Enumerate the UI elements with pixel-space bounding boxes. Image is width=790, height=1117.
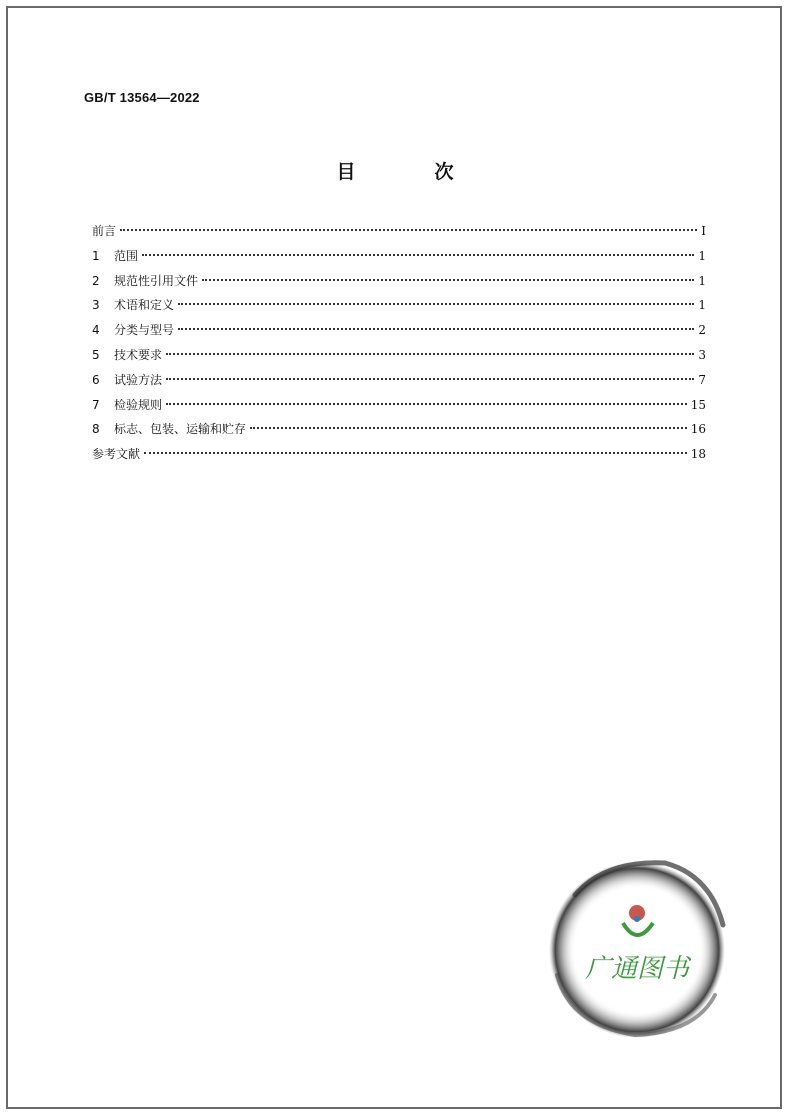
toc-entry-page: 1 <box>698 298 706 313</box>
toc-entry-label: 试验方法 <box>114 372 163 387</box>
leader-dots <box>144 452 687 454</box>
leader-dots <box>166 403 687 405</box>
toc-entry-label: 分类与型号 <box>114 323 175 338</box>
toc-entry-number: 4 <box>92 323 100 338</box>
toc-entry-inspection-rules[interactable] <box>92 396 706 421</box>
leader-dots <box>202 279 694 281</box>
toc-entry-page: 2 <box>698 323 706 338</box>
toc-entry-foreword[interactable] <box>92 222 706 247</box>
toc-entry-marking-packaging[interactable] <box>92 420 706 445</box>
leader-dots <box>178 303 694 305</box>
toc-entry-scope[interactable] <box>92 247 706 272</box>
leader-dots <box>166 353 694 355</box>
toc-entry-normative-references[interactable] <box>92 272 706 297</box>
toc-entry-number: 3 <box>92 298 100 313</box>
toc-entry-page: 3 <box>698 347 706 362</box>
leader-dots <box>120 229 697 231</box>
toc-title: 目 次 <box>336 161 484 183</box>
leader-dots <box>166 378 694 380</box>
toc-entry-label: 规范性引用文件 <box>114 273 199 288</box>
toc-entry-classification[interactable] <box>92 321 706 346</box>
toc-entry-page: 7 <box>698 372 706 387</box>
publisher-seal-logo <box>545 855 730 1040</box>
toc-entry-number: 5 <box>92 347 100 362</box>
ink-brush-ring <box>549 862 725 1038</box>
leader-dots <box>250 427 687 429</box>
toc-entry-number: 6 <box>92 372 100 387</box>
toc-entry-label: 术语和定义 <box>114 298 175 313</box>
toc-entry-terms-definitions[interactable] <box>92 296 706 321</box>
standard-code: GB/T 13564—2022 <box>84 90 200 105</box>
toc-entry-label: 前言 <box>92 224 117 238</box>
toc-entry-page: Ⅰ <box>701 224 706 238</box>
toc-entry-label: 检验规则 <box>114 397 163 412</box>
toc-entry-label: 技术要求 <box>114 347 163 362</box>
toc-entry-label: 范围 <box>114 248 139 263</box>
toc-entry-number: 7 <box>92 397 100 412</box>
toc-entry-number: 1 <box>92 248 100 263</box>
toc-entry-number: 2 <box>92 273 100 288</box>
toc-entry-bibliography[interactable] <box>92 445 706 470</box>
toc-entry-page: 1 <box>698 248 706 263</box>
toc-entry-page: 18 <box>690 447 706 462</box>
leader-dots <box>178 328 694 330</box>
toc-entry-technical-requirements[interactable] <box>92 346 706 371</box>
toc-entry-page: 1 <box>698 273 706 288</box>
seal-lettering: 广通图书 <box>584 954 690 984</box>
leader-dots <box>142 254 694 256</box>
toc-entry-number: 8 <box>92 422 100 437</box>
toc-entry-label: 标志、包装、运输和贮存 <box>114 422 247 437</box>
toc-entry-label: 参考文献 <box>92 447 141 462</box>
toc-entry-test-methods[interactable] <box>92 371 706 396</box>
toc-entry-page: 15 <box>690 397 706 412</box>
table-of-contents <box>92 222 706 470</box>
toc-entry-page: 16 <box>690 422 706 437</box>
